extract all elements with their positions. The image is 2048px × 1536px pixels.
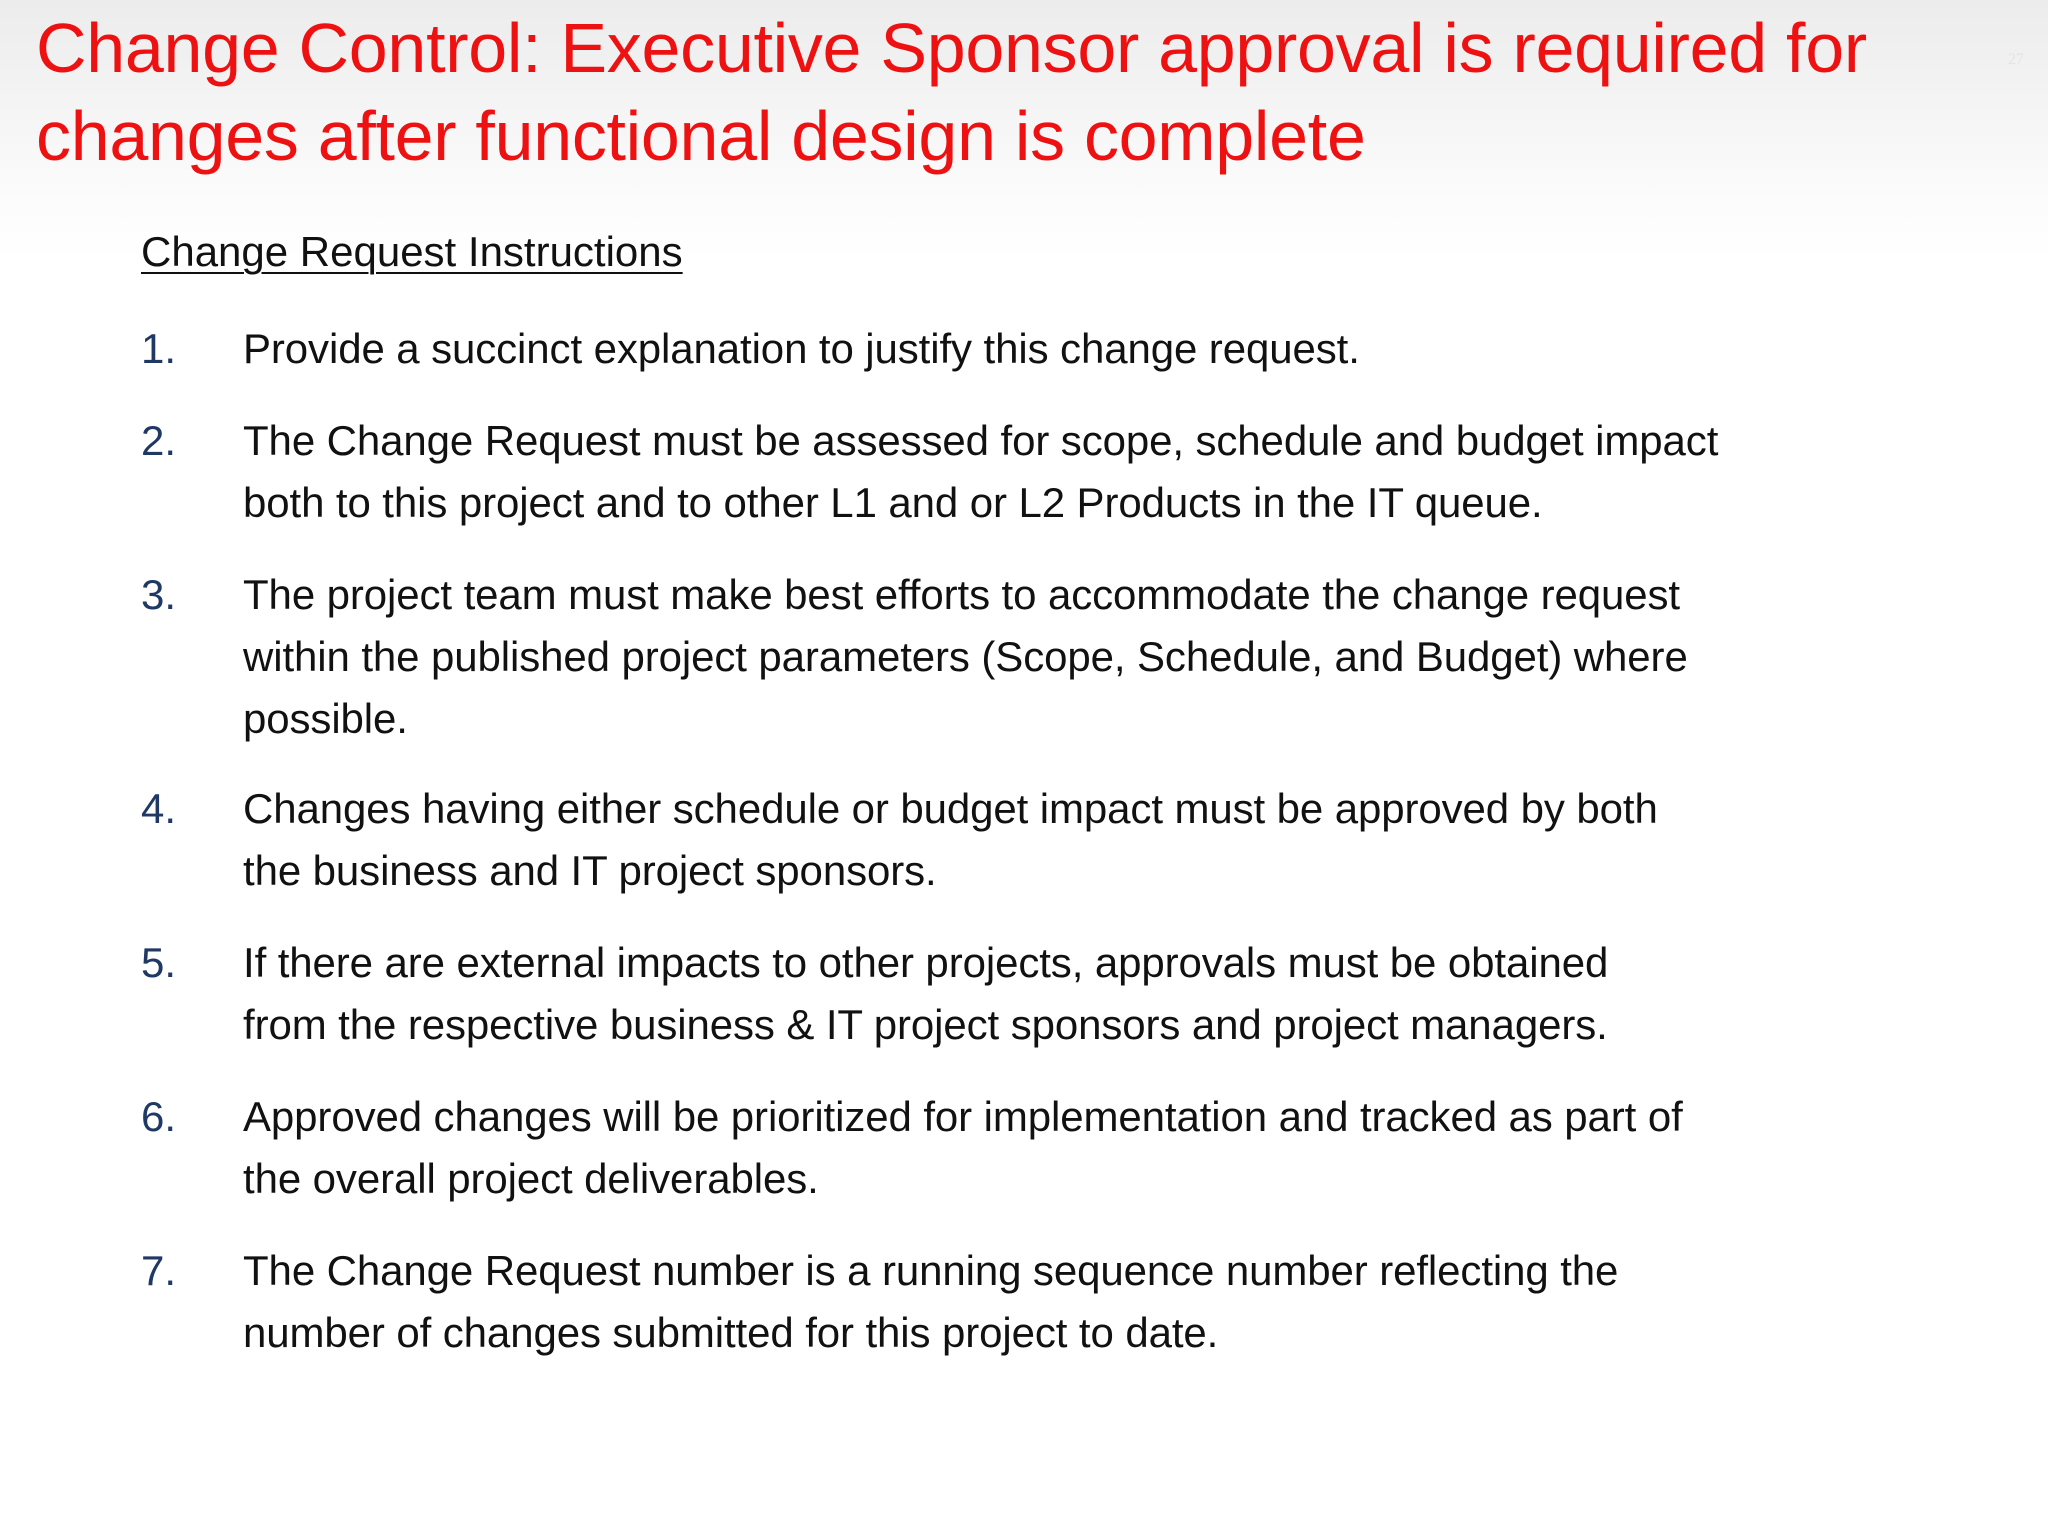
list-item-line: number of changes submitted for this project to date. — [243, 1309, 1219, 1356]
list-item-line: Changes having either schedule or budget impact must be approved by both — [243, 785, 1658, 832]
list-item-number: 3. — [141, 571, 177, 618]
list-item-line: the overall project deliverables. — [243, 1155, 819, 1202]
list-item-line: The Change Request number is a running sequence number reflecting the — [243, 1247, 1619, 1294]
list-item-text — [243, 778, 1963, 902]
slide-title-line: changes after functional design is complete — [36, 97, 1366, 175]
list-item-text — [243, 1240, 1963, 1364]
list-item-number: 1. — [141, 325, 177, 372]
slide-title — [36, 4, 1996, 180]
list-item-line: the business and IT project sponsors. — [243, 847, 937, 894]
section-heading: Change Request Instructions — [141, 228, 683, 275]
list-item-text — [243, 564, 1963, 750]
list-item-line: possible. — [243, 695, 408, 742]
list-item-number: 2. — [141, 417, 177, 464]
list-item-line: If there are external impacts to other projects, approvals must be obtained — [243, 939, 1609, 986]
list-item-text — [243, 932, 1963, 1056]
list-item-number: 7. — [141, 1247, 177, 1294]
list-item-line: The Change Request must be assessed for scope, schedule and budget impact — [243, 417, 1719, 464]
list-item-line: within the published project parameters (Scope, Schedule, and Budget) where — [243, 633, 1688, 680]
list-item-line: Provide a succinct explanation to justify this change request. — [243, 325, 1360, 372]
list-item-line: from the respective business & IT project sponsors and project managers. — [243, 1001, 1608, 1048]
list-item-number: 5. — [141, 939, 177, 986]
list-item-number: 4. — [141, 785, 177, 832]
list-item-text — [243, 318, 1963, 380]
slide-number: 27 — [2008, 51, 2024, 68]
list-item-text — [243, 410, 1963, 534]
slide-title-line: Change Control: Executive Sponsor approval is required for — [36, 9, 1867, 87]
list-item-line: both to this project and to other L1 and or L2 Products in the IT queue. — [243, 479, 1543, 526]
list-item-line: Approved changes will be prioritized for implementation and tracked as part of — [243, 1093, 1683, 1140]
list-item-number: 6. — [141, 1093, 177, 1140]
list-item-line: The project team must make best efforts to accommodate the change request — [243, 571, 1681, 618]
list-item-text — [243, 1086, 1963, 1210]
